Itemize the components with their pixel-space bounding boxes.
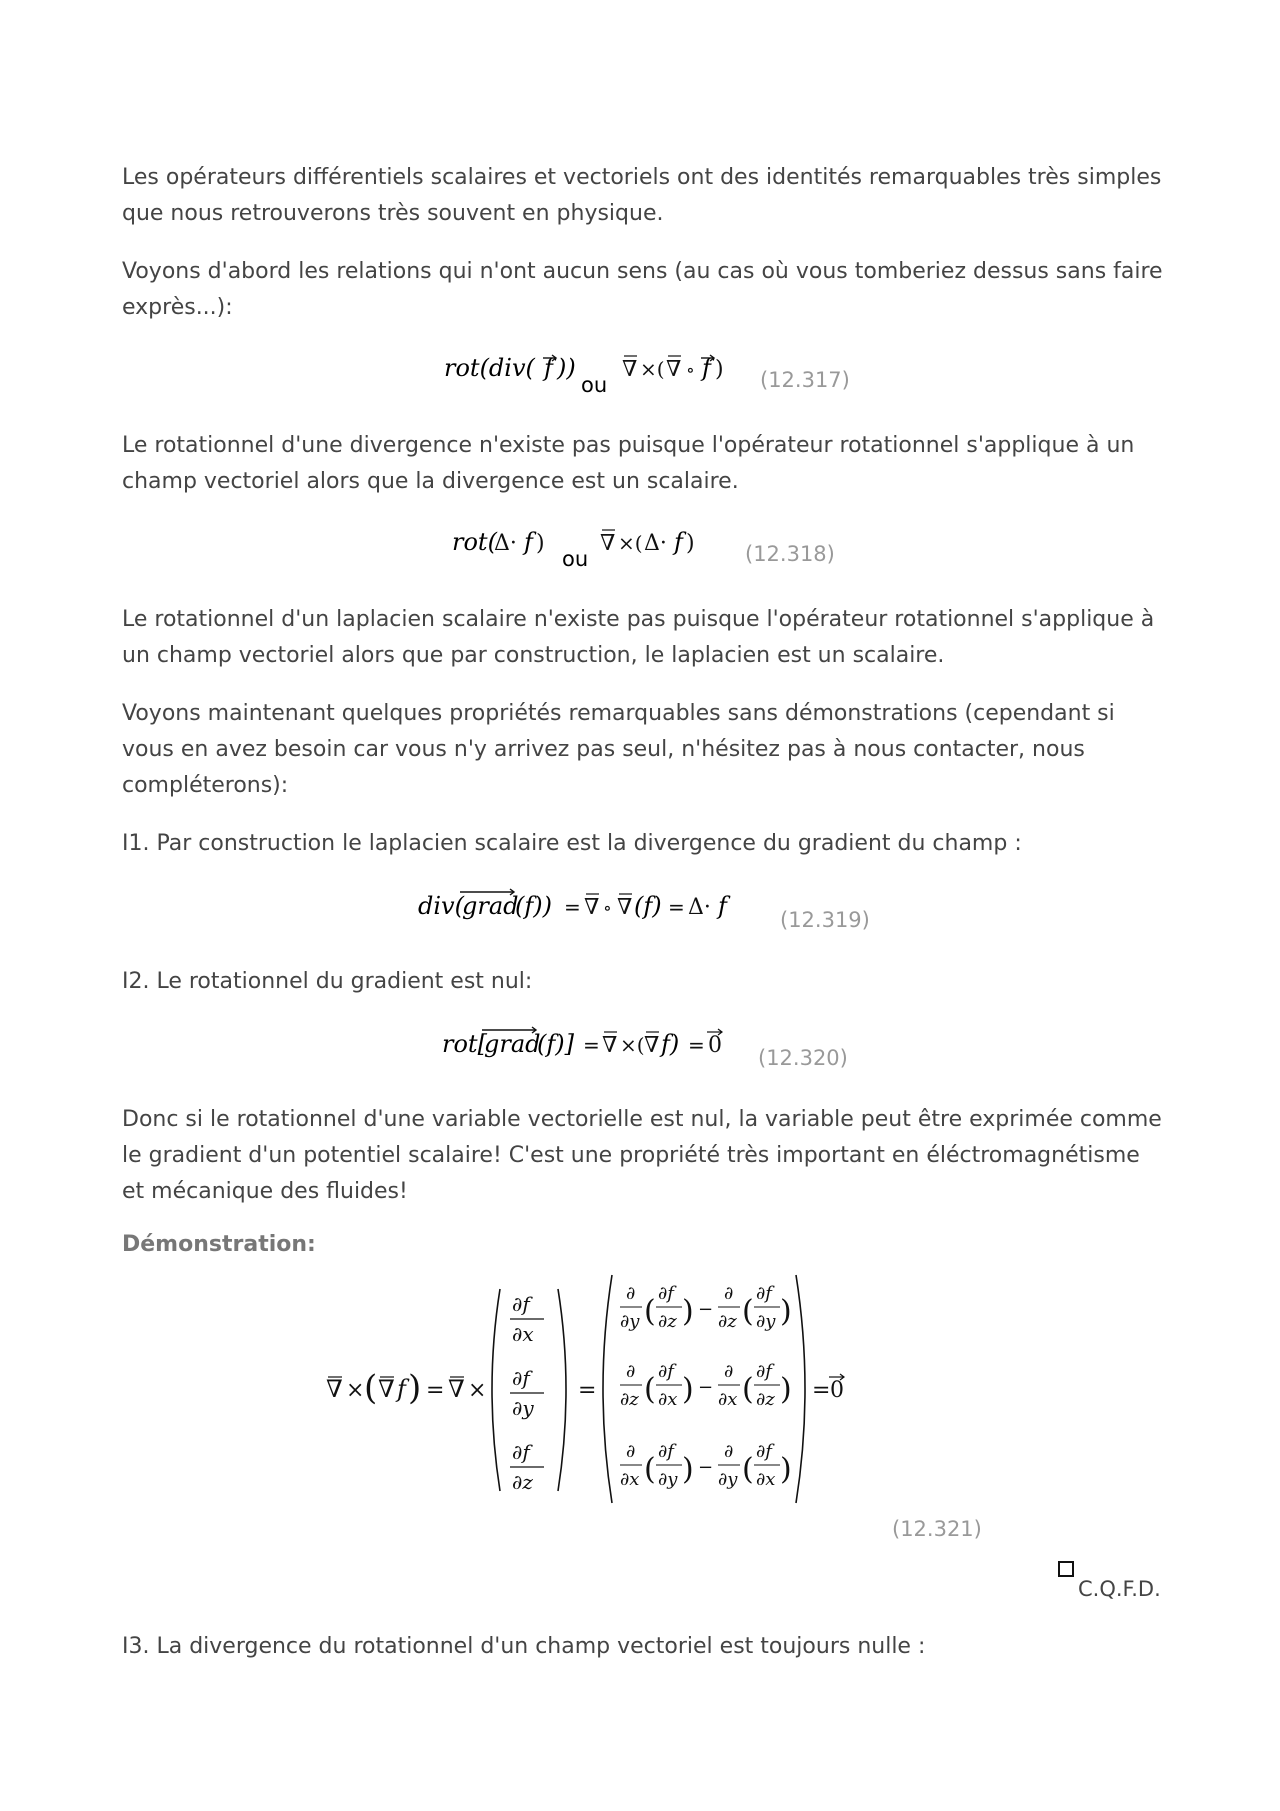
svg-text:): )	[780, 1372, 792, 1407]
equation-12-318	[122, 522, 1167, 580]
ou-word: ou	[581, 373, 608, 397]
equation-number: (12.318)	[745, 542, 835, 566]
svg-text:∂x: ∂x	[512, 1322, 534, 1346]
svg-text:=: =	[564, 895, 581, 919]
svg-text:): )	[686, 531, 695, 556]
svg-text:∇: ∇	[584, 895, 600, 920]
svg-text:∘: ∘	[686, 360, 695, 381]
equation-12-321	[122, 1269, 1167, 1555]
svg-text:rot(: rot(	[452, 528, 497, 556]
document-body	[122, 160, 1167, 1687]
svg-text:∂z: ∂z	[658, 1311, 677, 1332]
svg-text:f: f	[397, 1375, 406, 1403]
svg-text:): )	[682, 1452, 694, 1487]
equation-12-319	[122, 884, 1167, 942]
svg-text:∂y: ∂y	[718, 1469, 738, 1490]
svg-text:∂x: ∂x	[718, 1389, 738, 1410]
svg-text:)): ))	[557, 354, 576, 382]
paragraph-potential: Donc si le rotationnel d'une variable vectorielle est nul, la variable peut être exprimée comme le gradient d'un potentiel scalaire! C'est une propriété très important en éléctromagnétisme et mécanique des fluides!	[122, 1107, 1162, 1204]
svg-text:∂x: ∂x	[620, 1469, 640, 1490]
svg-text:div(: div(	[418, 892, 464, 920]
paragraph-nonsense-relations: Voyons d'abord les relations qui n'ont aucun sens (au cas où vous tomberiez dessus sans faire exprès...):	[122, 259, 1163, 320]
svg-text:∂: ∂	[626, 1361, 636, 1382]
svg-text:∂z: ∂z	[756, 1389, 775, 1410]
equation-number: (12.320)	[758, 1046, 848, 1070]
equation-number: (12.319)	[780, 908, 870, 932]
svg-text:∂f: ∂f	[512, 1440, 530, 1464]
svg-text:): )	[682, 1372, 694, 1407]
svg-text:(f): (f)	[634, 892, 662, 920]
identity-i2: I2. Le rotationnel du gradient est nul:	[122, 969, 533, 994]
svg-text:∂: ∂	[626, 1283, 636, 1304]
svg-text:∂y: ∂y	[620, 1311, 640, 1332]
svg-text:=: =	[668, 895, 685, 919]
svg-text:f: f	[544, 354, 553, 382]
svg-text:∂f: ∂f	[756, 1441, 772, 1462]
svg-text:∂: ∂	[724, 1283, 734, 1304]
svg-text:∂: ∂	[626, 1441, 636, 1462]
svg-text:∂f: ∂f	[658, 1361, 674, 1382]
svg-text:∂z: ∂z	[512, 1470, 533, 1494]
svg-text:): )	[536, 531, 545, 556]
svg-text:(: (	[644, 1294, 656, 1329]
svg-text:∇: ∇	[448, 1375, 465, 1403]
svg-text:∂z: ∂z	[718, 1311, 737, 1332]
svg-text:grad: grad	[484, 1030, 541, 1058]
svg-text:∇: ∇	[644, 1033, 660, 1058]
svg-text:rot(div(: rot(div(	[444, 354, 535, 382]
demonstration-label: Démonstration:	[122, 1232, 316, 1257]
svg-text:∇: ∇	[602, 1033, 618, 1058]
svg-text:rot[: rot[	[442, 1030, 487, 1058]
identity-i1: I1. Par construction le laplacien scalaire est la divergence du gradient du champ :	[122, 831, 1022, 856]
equation-12-318-formula	[452, 522, 722, 584]
svg-text:0: 0	[830, 1378, 844, 1403]
svg-text:=: =	[812, 1378, 831, 1403]
svg-text:×(: ×(	[620, 1033, 645, 1057]
svg-text:∂f: ∂f	[658, 1283, 674, 1304]
qed-square-icon	[1058, 1561, 1074, 1577]
qed-block	[122, 1555, 1167, 1615]
svg-text:(: (	[364, 1368, 378, 1408]
svg-text:∂z: ∂z	[620, 1389, 639, 1410]
equation-12-317	[122, 348, 1167, 406]
equation-12-321-formula	[326, 1269, 846, 1513]
paragraph-rot-laplacian: Le rotationnel d'un laplacien scalaire n'existe pas puisque l'opérateur rotationnel s'applique à un champ vectoriel alors que par construction, le laplacien est un scalaire.	[122, 607, 1155, 668]
svg-text:): )	[715, 357, 724, 382]
svg-text:∂f: ∂f	[756, 1283, 772, 1304]
svg-text:∂f: ∂f	[658, 1441, 674, 1462]
svg-text:∇: ∇	[617, 895, 633, 920]
svg-text:Δ·: Δ·	[688, 895, 711, 920]
svg-text:∂y: ∂y	[512, 1396, 534, 1420]
svg-text:(: (	[644, 1452, 656, 1487]
svg-text:∇: ∇	[378, 1375, 395, 1403]
identity-i3: I3. La divergence du rotationnel d'un champ vectoriel est toujours nulle :	[122, 1634, 926, 1659]
svg-text:): )	[408, 1368, 422, 1408]
svg-text:∂x: ∂x	[756, 1469, 776, 1490]
equation-12-320	[122, 1022, 1167, 1080]
svg-text:∂y: ∂y	[756, 1311, 776, 1332]
svg-text:(f)): (f))	[515, 892, 552, 920]
ou-word: ou	[562, 547, 589, 571]
svg-text:=: =	[578, 1378, 597, 1403]
equation-12-319-formula	[418, 884, 758, 946]
svg-text:∇: ∇	[622, 357, 638, 382]
svg-text:0: 0	[708, 1033, 722, 1058]
equation-number: (12.321)	[892, 1517, 982, 1541]
qed-text: C.Q.F.D.	[1078, 1577, 1161, 1601]
svg-text:Δ·: Δ·	[644, 531, 667, 556]
svg-text:=: =	[426, 1378, 445, 1403]
svg-text:): )	[780, 1452, 792, 1487]
svg-text:∂x: ∂x	[658, 1389, 678, 1410]
svg-text:∂f: ∂f	[756, 1361, 772, 1382]
svg-text:f: f	[702, 354, 711, 382]
paragraph-intro: Les opérateurs différentiels scalaires et vectoriels ont des identités remarquables très simples que nous retrouverons très souvent en physique.	[122, 165, 1162, 226]
svg-text:×: ×	[346, 1378, 365, 1403]
svg-text:×(: ×(	[618, 531, 643, 555]
svg-text:grad: grad	[462, 892, 519, 920]
equation-number: (12.317)	[760, 368, 850, 392]
svg-text:∘: ∘	[603, 898, 612, 919]
svg-text:−: −	[698, 1457, 714, 1478]
svg-text:(: (	[644, 1372, 656, 1407]
equation-12-320-formula	[442, 1022, 742, 1084]
svg-text:(: (	[742, 1452, 754, 1487]
svg-text:∂y: ∂y	[658, 1469, 678, 1490]
svg-text:∇: ∇	[600, 531, 616, 556]
svg-text:f: f	[524, 528, 533, 556]
svg-text:∂f: ∂f	[512, 1366, 530, 1390]
svg-text:∇: ∇	[326, 1375, 343, 1403]
svg-text:=: =	[583, 1033, 600, 1057]
equation-12-317-formula	[444, 348, 744, 410]
svg-text:×(: ×(	[640, 357, 665, 381]
svg-text:f: f	[718, 892, 727, 920]
paragraph-rot-div: Le rotationnel d'une divergence n'existe pas puisque l'opérateur rotationnel s'applique à un champ vectoriel alors que la divergence est un scalaire.	[122, 433, 1135, 494]
svg-text:∂: ∂	[724, 1361, 734, 1382]
svg-text:f: f	[674, 528, 683, 556]
svg-text:×: ×	[468, 1378, 487, 1403]
paragraph-properties-intro: Voyons maintenant quelques propriétés remarquables sans démonstrations (cependant si vous en avez besoin car vous n'y arrivez pas seul, n'hésitez pas à nous contacter, nous compléterons):	[122, 701, 1115, 798]
svg-text:∂f: ∂f	[512, 1292, 530, 1316]
svg-text:(: (	[742, 1372, 754, 1407]
svg-text:∂: ∂	[724, 1441, 734, 1462]
svg-text:f): f)	[661, 1030, 680, 1058]
svg-text:(: (	[742, 1294, 754, 1329]
svg-text:(f)]: (f)]	[537, 1030, 574, 1058]
svg-text:∇: ∇	[666, 357, 682, 382]
svg-text:=: =	[688, 1033, 705, 1057]
svg-text:Δ·: Δ·	[494, 531, 517, 556]
svg-text:−: −	[698, 1299, 714, 1320]
svg-text:−: −	[698, 1377, 714, 1398]
svg-text:): )	[682, 1294, 694, 1329]
svg-text:): )	[780, 1294, 792, 1329]
